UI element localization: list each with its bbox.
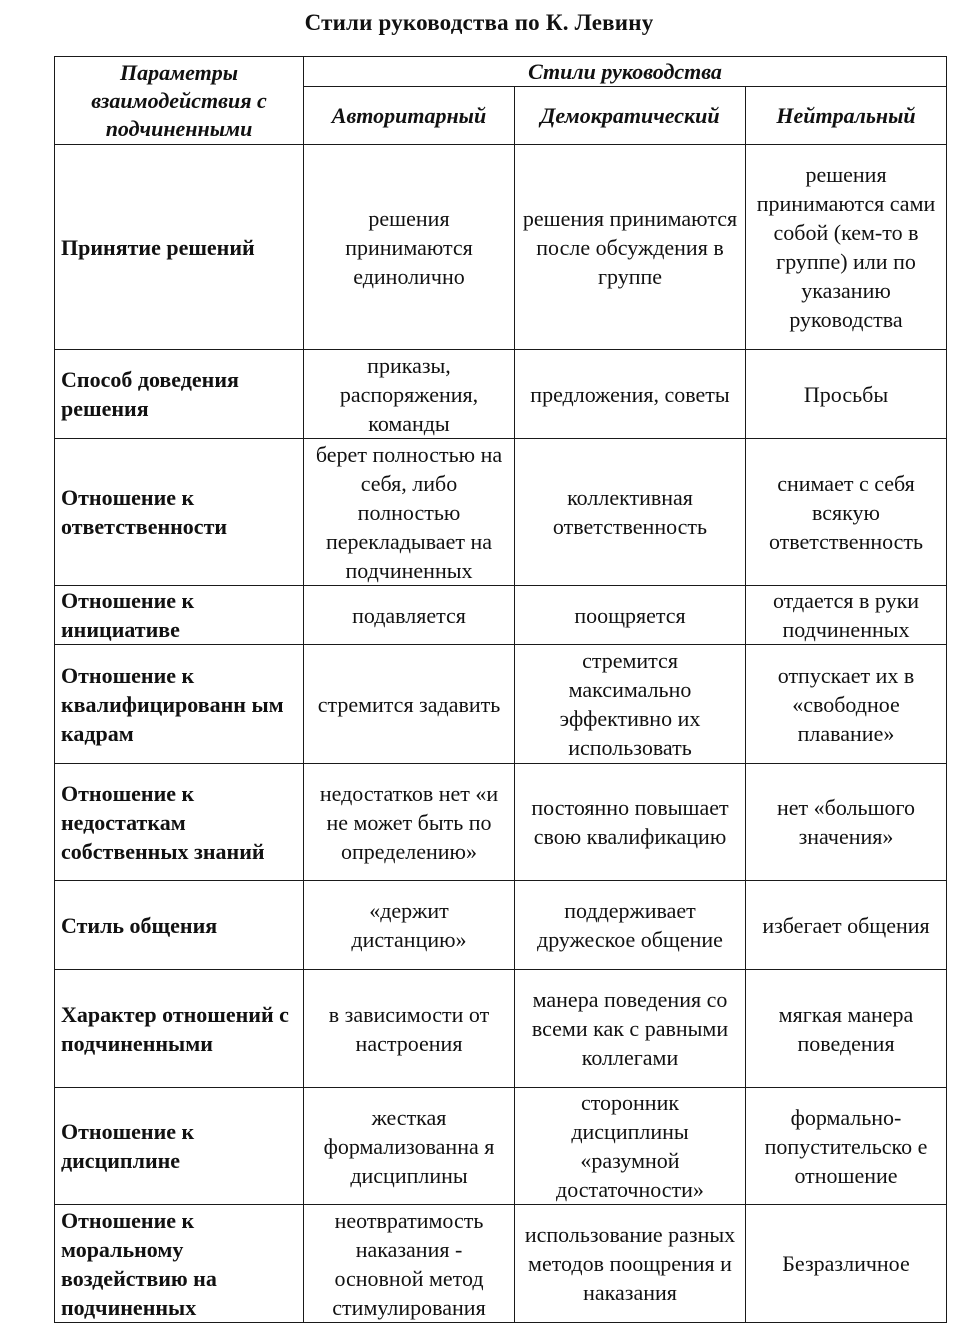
cell-authoritarian: берет полностью на себя, либо полностью перекладывает на подчиненных [304,439,515,586]
cell-authoritarian: стремится задавить [304,645,515,764]
cell-neutral: нет «большого значения» [746,764,947,881]
table-row [55,1205,947,1323]
header-democratic: Демократический [515,87,746,145]
table-row [55,586,947,645]
table-row [55,764,947,881]
table-row [55,439,947,586]
cell-authoritarian: приказы, распоряжения, команды [304,350,515,439]
header-neutral: Нейтральный [746,87,947,145]
cell-democratic: манера поведения со всеми как с равными коллегами [515,970,746,1088]
cell-democratic: использование разных методов поощрения и наказания [515,1205,746,1323]
cell-neutral: Просьбы [746,350,947,439]
cell-democratic: сторонник дисциплины «разумной достаточности» [515,1088,746,1205]
cell-authoritarian: в зависимости от настроения [304,970,515,1088]
table-row [55,1088,947,1205]
cell-neutral: Безразличное [746,1205,947,1323]
row-param: Способ доведения решения [55,350,304,439]
cell-authoritarian: решения принимаются единолично [304,145,515,350]
cell-democratic: поощряется [515,586,746,645]
table-row [55,350,947,439]
cell-authoritarian: подавляется [304,586,515,645]
table-row [55,145,947,350]
cell-authoritarian: неотвратимость наказания - основной метод стимулирования [304,1205,515,1323]
cell-authoritarian: недостатков нет «и не может быть по определению» [304,764,515,881]
row-param: Принятие решений [55,145,304,350]
cell-neutral: избегает общения [746,881,947,970]
row-param: Отношение к дисциплине [55,1088,304,1205]
row-param: Отношение к недостаткам собственных знаний [55,764,304,881]
row-param: Отношение к инициативе [55,586,304,645]
table-row [55,881,947,970]
row-param: Характер отношений с подчиненными [55,970,304,1088]
cell-neutral: формально-попустительско е отношение [746,1088,947,1205]
page-title: Стили руководства по К. Левину [304,10,654,35]
row-param: Стиль общения [55,881,304,970]
row-param: Отношение к ответственности [55,439,304,586]
cell-democratic: коллективная ответственность [515,439,746,586]
cell-neutral: отпускает их в «свободное плавание» [746,645,947,764]
cell-democratic: постоянно повышает свою квалификацию [515,764,746,881]
cell-neutral: снимает с себя всякую ответственность [746,439,947,586]
cell-neutral: решения принимаются сами собой (кем-то в группе) или по указанию руководства [746,145,947,350]
row-param: Отношение к квалифицированн ым кадрам [55,645,304,764]
cell-democratic: стремится максимально эффективно их использовать [515,645,746,764]
cell-democratic: предложения, советы [515,350,746,439]
header-authoritarian: Авторитарный [304,87,515,145]
row-param: Отношение к моральному воздействию на подчиненных [55,1205,304,1323]
header-styles-group: Стили руководства [304,57,947,87]
cell-neutral: мягкая манера поведения [746,970,947,1088]
header-row-top [55,57,947,87]
cell-neutral: отдается в руки подчиненных [746,586,947,645]
cell-authoritarian: «держит дистанцию» [304,881,515,970]
leadership-styles-table [54,56,947,1323]
cell-democratic: решения принимаются после обсуждения в группе [515,145,746,350]
header-param-column: Параметры взаимодействия с подчиненными [55,57,304,145]
table-row [55,970,947,1088]
table-row [55,645,947,764]
cell-authoritarian: жесткая формализованна я дисциплины [304,1088,515,1205]
cell-democratic: поддерживает дружеское общение [515,881,746,970]
